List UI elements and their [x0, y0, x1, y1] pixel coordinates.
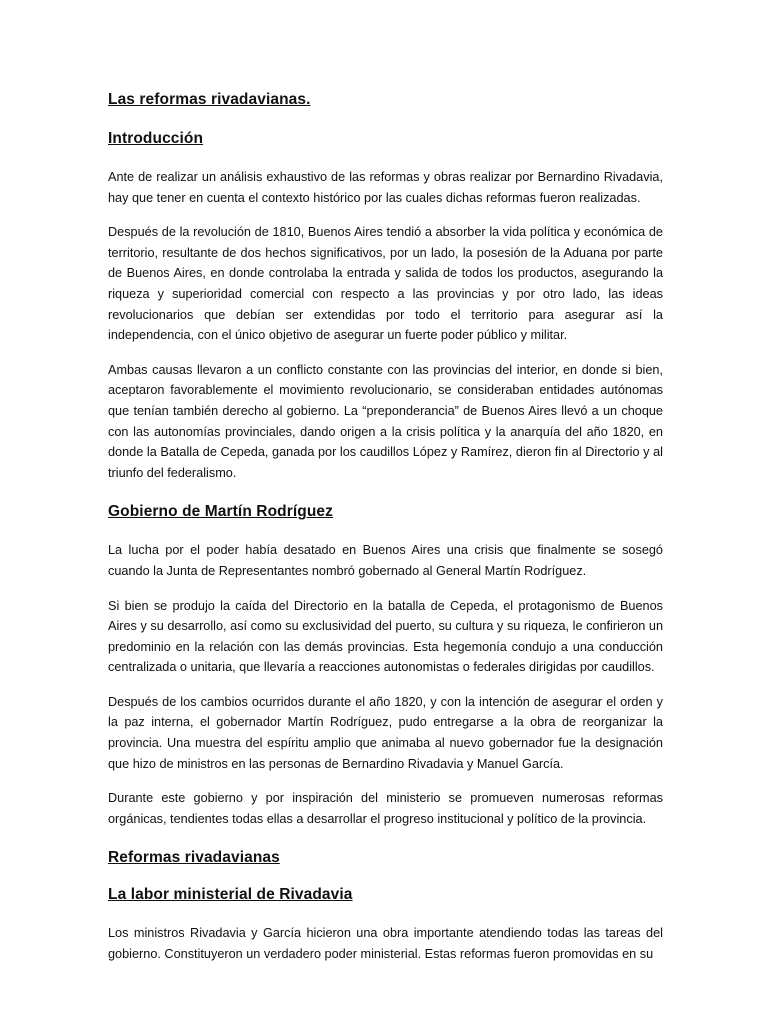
paragraph: Durante este gobierno y por inspiración del ministerio se promueven numerosas reformas orgánicas, tendientes todas ellas a desarrollar el progreso institucional y político de la provincia. — [108, 791, 663, 826]
document-title: Las reformas rivadavianas. — [108, 91, 311, 108]
paragraph: Ante de realizar un análisis exhaustivo de las reformas y obras realizar por Bernardino Rivadavia, hay que tener en cuenta el contexto histórico por las cuales dichas reformas fueron realizadas. — [108, 170, 663, 205]
section-heading: Introducción — [108, 130, 204, 147]
document-page — [108, 88, 663, 979]
section-introduccion — [108, 130, 663, 483]
paragraph: Después de los cambios ocurridos durante el año 1820, y con la intención de asegurar el orden y la paz interna, el gobernador Martín Rodríguez, pudo entregarse a la obra de reorganizar la provincia. Una muestra del espíritu amplio que animaba al nuevo gobernador fue la designación que hizo de ministros en las personas de Bernardino Rivadavia y Manuel García. — [108, 694, 663, 771]
section-gobierno-martin-rodriguez — [108, 503, 663, 829]
paragraph: La lucha por el poder había desatado en Buenos Aires una crisis que finalmente se sosegó cuando la Junta de Representantes nombró gobernado al General Martín Rodríguez. — [108, 543, 663, 578]
paragraph: Los ministros Rivadavia y García hicieron una obra importante atendiendo todas las tareas del gobierno. Constituyeron un verdadero poder ministerial. Estas reformas fueron promovidas en su — [108, 926, 663, 962]
section-heading: Reformas rivadavianas — [108, 849, 280, 867]
section-labor-ministerial — [108, 886, 663, 964]
section-heading: La labor ministerial de Rivadavia — [108, 886, 353, 904]
section-heading: Gobierno de Martín Rodríguez — [108, 503, 333, 521]
section-reformas-rivadavianas — [108, 849, 663, 867]
paragraph: Después de la revolución de 1810, Buenos Aires tendió a absorber la vida política y económica de territorio, resultante de dos hechos significativos, por un lado, la posesión de la Aduana por parte de Buenos Aires, en donde controlaba la entrada y salida de todos los productos, asegurando la riqueza y superioridad comercial con respecto a las provincias y por otro lado, las ideas revolucionarios que debían ser extendidas por todo el territorio para asegurar así la independencia, con el único objetivo de asegurar un fuerte poder público y militar. — [108, 225, 663, 343]
paragraph: Si bien se produjo la caída del Directorio en la batalla de Cepeda, el protagonismo de Buenos Aires y su desarrollo, así como su exclusividad del puerto, su cultura y su riqueza, le confirieron un predominio en la relación con las demás provincias. Esta hegemonía condujo a una conducción centralizada o unitaria, que llevaría a reacciones autonomistas o federales dirigidas por caudillos. — [108, 598, 663, 675]
paragraph: Ambas causas llevaron a un conflicto constante con las provincias del interior, en donde si bien, aceptaron favorablemente el movimiento revolucionario, se consideraban entidades autónomas que tenían también derecho al gobierno. La “preponderancia” de Buenos Aires llevó a un choque con las autonomías provinciales, dando origen a la crisis política y la anarquía del año 1820, en donde la Batalla de Cepeda, ganada por los caudillos López y Ramírez, dieron fin al Directorio y al triunfo del federalismo. — [108, 362, 663, 480]
